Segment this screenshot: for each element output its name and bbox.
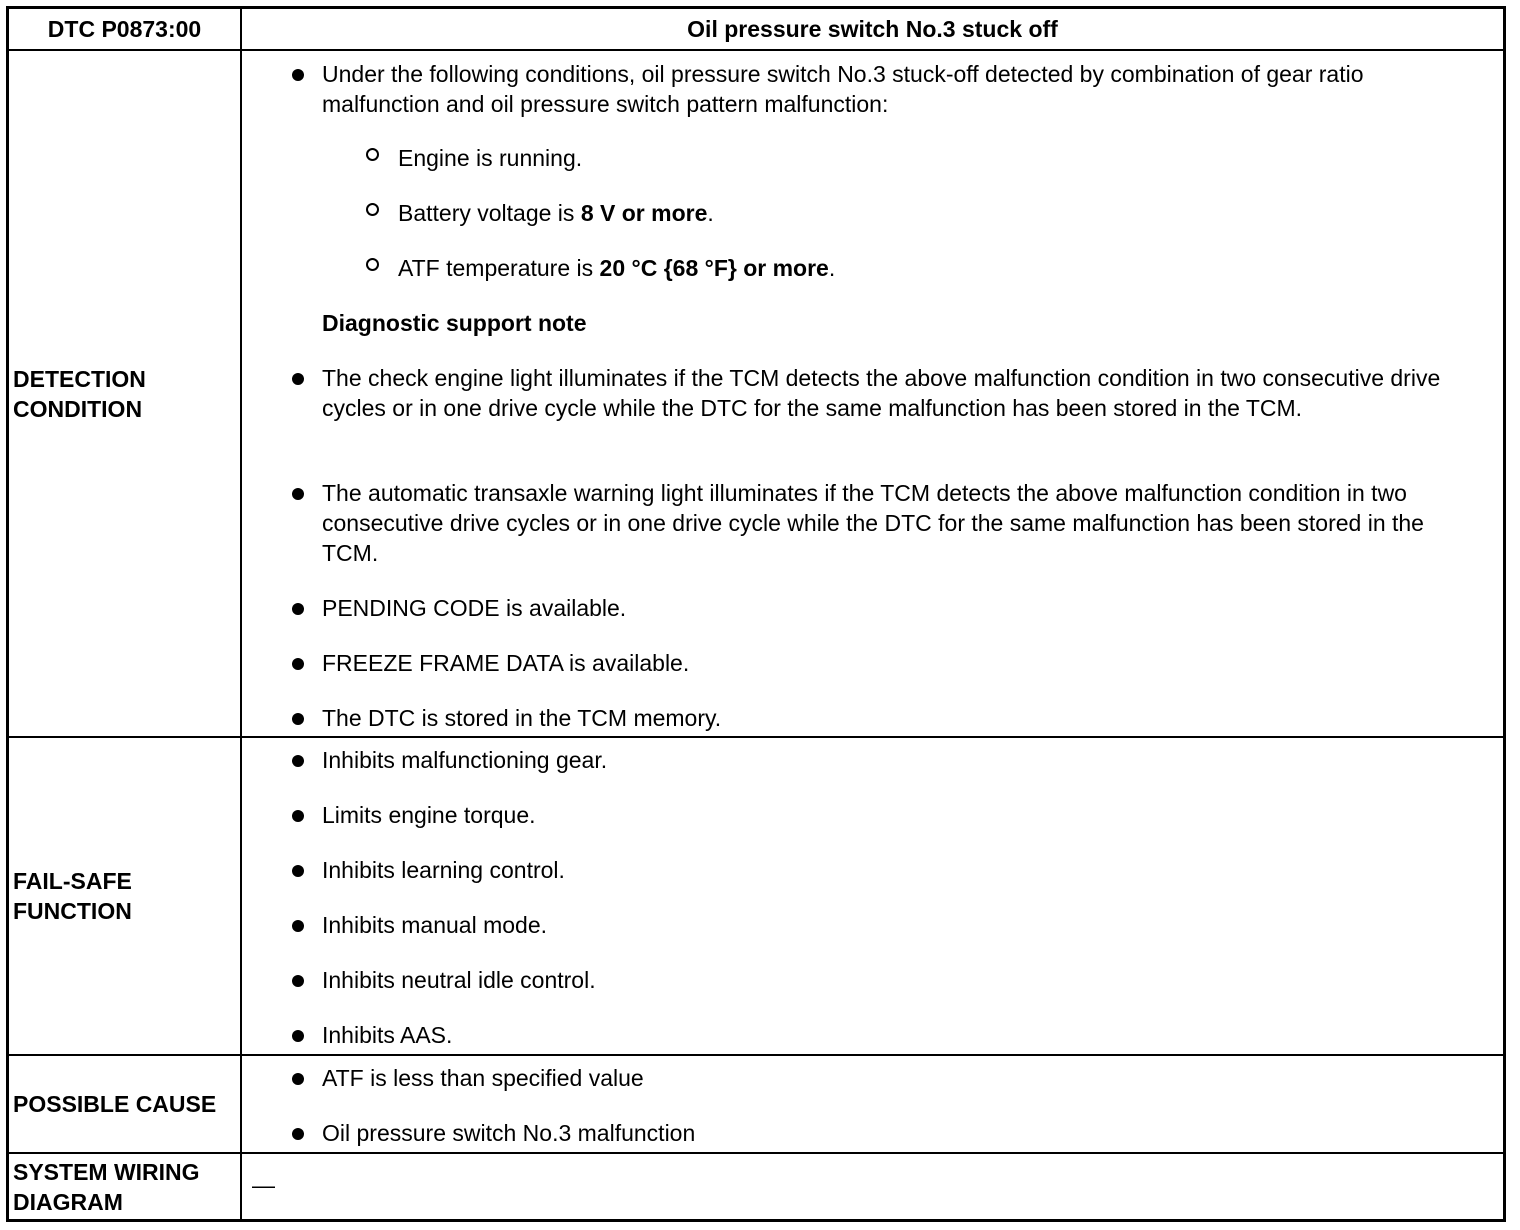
bullet-icon — [292, 373, 304, 385]
cause-item: Oil pressure switch No.3 malfunction — [322, 1120, 696, 1146]
bullet-icon — [292, 1073, 304, 1085]
failsafe-label: FAIL-SAFE FUNCTION — [9, 738, 242, 1054]
bullet-icon — [292, 603, 304, 615]
condition-battery: Battery voltage is 8 V or more. — [398, 200, 714, 226]
bullet-icon — [292, 865, 304, 877]
bullet-icon — [292, 658, 304, 670]
cause-item: ATF is less than specified value — [322, 1065, 644, 1091]
failsafe-content — [242, 738, 1503, 1054]
header-row — [9, 9, 1503, 51]
circle-bullet-icon — [366, 148, 379, 161]
possible-cause-label: POSSIBLE CAUSE — [9, 1056, 242, 1152]
failsafe-item: Inhibits manual mode. — [322, 912, 548, 938]
failsafe-row — [9, 738, 1503, 1056]
dtc-title: Oil pressure switch No.3 stuck off — [687, 15, 1058, 42]
circle-bullet-icon — [366, 258, 379, 271]
detection-condition-row — [9, 51, 1503, 738]
possible-cause-row — [9, 1056, 1503, 1154]
failsafe-item: Inhibits AAS. — [322, 1022, 453, 1048]
condition-engine: Engine is running. — [398, 145, 583, 171]
wiring-label: SYSTEM WIRING DIAGRAM — [9, 1154, 242, 1219]
bullet-icon — [292, 755, 304, 767]
wiring-content — [242, 1154, 1503, 1219]
bullet-icon — [292, 1128, 304, 1140]
note-pending: PENDING CODE is available. — [322, 595, 627, 621]
bullet-icon — [292, 713, 304, 725]
failsafe-item: Inhibits learning control. — [322, 857, 565, 883]
failsafe-item: Limits engine torque. — [322, 802, 536, 828]
diagnostic-note-heading: Diagnostic support note — [322, 310, 587, 336]
bullet-icon — [292, 810, 304, 822]
failsafe-item: Inhibits neutral idle control. — [322, 967, 596, 993]
failsafe-item: Inhibits malfunctioning gear. — [322, 747, 608, 773]
detection-condition-label: DETECTION CONDITION — [9, 51, 242, 736]
possible-cause-content — [242, 1056, 1503, 1152]
note-memory: The DTC is stored in the TCM memory. — [322, 705, 722, 731]
note-at-warning: The automatic transaxle warning light illuminates if the TCM detects the above malfunction condition in two consecutive drive cycles or in one drive cycle while the DTC for the same malfunction has been stored in the TCM. — [322, 480, 1424, 566]
bullet-icon — [292, 1030, 304, 1042]
wiring-value: — — [252, 1172, 275, 1198]
note-check-engine: The check engine light illuminates if the TCM detects the above malfunction condition in two consecutive drive cycles or in one drive cycle while the DTC for the same malfunction has been stored in the TCM. — [322, 365, 1441, 421]
bullet-icon — [292, 488, 304, 500]
dtc-table — [6, 6, 1506, 1222]
note-freeze: FREEZE FRAME DATA is available. — [322, 650, 690, 676]
dtc-code: DTC P0873:00 — [9, 9, 242, 49]
bullet-icon — [292, 69, 304, 81]
circle-bullet-icon — [366, 203, 379, 216]
detection-intro: Under the following conditions, oil pressure switch No.3 stuck-off detected by combination of gear ratio malfunction and oil pressure switch pattern malfunction: — [322, 61, 1364, 117]
wiring-row — [9, 1154, 1503, 1219]
condition-atf-temp: ATF temperature is 20 °C {68 °F} or more. — [398, 255, 836, 281]
bullet-icon — [292, 975, 304, 987]
detection-condition-content — [242, 51, 1503, 736]
bullet-icon — [292, 920, 304, 932]
